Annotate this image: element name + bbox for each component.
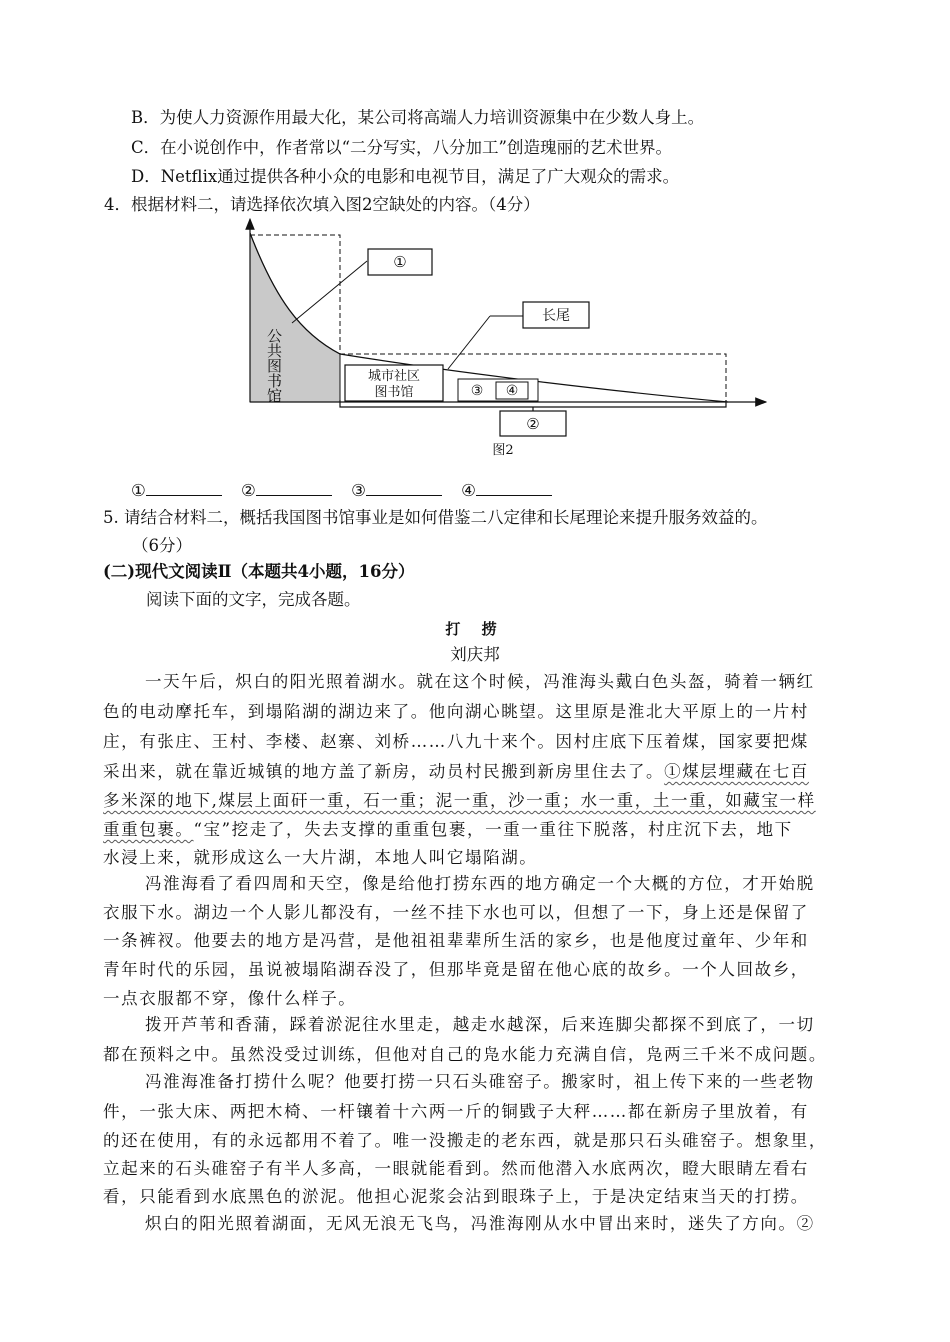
figure-2-long-tail-diagram (230, 213, 770, 458)
p1-line-5-underlined: 多米深的地下,煤层上面矸一重，石一重；泥一重，沙一重；水一重，土一重，如藏宝一样 (103, 791, 816, 810)
p1-line-7: 水浸上来，就形成这么一大片湖，本地人叫它塌陷湖。 (103, 848, 538, 867)
blank-3-input[interactable] (366, 479, 442, 496)
p1-line-4-a: 采出来，就在靠近城镇的地方盖了新房，动员村民搬到新房里住去了。 (103, 762, 665, 781)
public-library-label: 公共图书馆 (265, 328, 283, 403)
p1-line-3: 庄，有张庄、王村、李楼、赵寨、刘桥……八九十来个。因村庄底下压着煤，国家要把煤 (103, 732, 809, 751)
blank-2-label: ② (241, 481, 256, 500)
p3-line-2: 都在预料之中。虽然没受过训练，但他对自己的凫水能力充满自信，凫两三千米不成问题。 (103, 1045, 827, 1064)
p4-line-4: 立起来的石头碓窑子有半人多高，一眼就能看到。然而他潜入水底两次，瞪大眼睛左看右 (103, 1159, 809, 1178)
pointer-line-1 (292, 261, 367, 323)
option-d: D．Netflix通过提供各种小众的电影和电视节目，满足了广大观众的需求。 (131, 167, 680, 186)
long-tail-label: 长尾 (542, 308, 570, 324)
p4-line-2: 件，一张大床、两把木椅、一杆镶着十六两一斤的铜戥子大秤……都在新房子里放着，有 (103, 1102, 809, 1121)
article-author: 刘庆邦 (450, 645, 500, 664)
blank-1-input[interactable] (146, 479, 222, 496)
p1-line-6 (103, 820, 793, 840)
box-2-label: ② (526, 415, 540, 433)
p2-line-2: 衣服下水。湖边一个人影儿都没有，一丝不挂下水也可以，但想了一下，身上还是保留了 (103, 903, 809, 922)
section-title: (二)现代文阅读Ⅱ（本题共4小题，16分） (103, 562, 415, 581)
figure-caption: 图2 (492, 443, 514, 458)
p2-line-1: 冯淮海看了看四周和天空，像是给他打捞东西的地方确定一个大概的方位，才开始脱 (145, 874, 815, 893)
blank-4-label: ④ (461, 481, 476, 500)
box-3-label: ③ (470, 383, 484, 399)
pointer-line-long-tail (448, 316, 490, 369)
p2-line-5: 一点衣服都不穿，像什么样子。 (103, 989, 357, 1008)
blank-1-label: ① (131, 481, 146, 500)
question-5-line-1: 5. 请结合材料二，概括我国图书馆事业是如何借鉴二八定律和长尾理论来提升服务效益的。 (103, 508, 768, 527)
blank-2-input[interactable] (256, 479, 332, 496)
p4-line-1: 冯淮海准备打捞什么呢？他要打捞一只石头碓窑子。搬家时，祖上传下来的一些老物 (145, 1072, 815, 1091)
p1-line-4-underlined: ①煤层埋藏在七百 (664, 762, 809, 781)
p2-line-4: 青年时代的乐园，虽说被塌陷湖吞没了，但那毕竟是留在他心底的故乡。一个人回故乡， (103, 960, 809, 979)
p4-line-5: 看，只能看到水底黑色的淤泥。他担心泥浆会沾到眼珠子上，于是决定结束当天的打捞。 (103, 1187, 809, 1206)
q4-answer-blanks (131, 479, 566, 501)
p5-line-1: 炽白的阳光照着湖面，无风无浪无飞鸟，冯淮海刚从水中冒出来时，迷失了方向。② (145, 1214, 815, 1233)
option-c: C．在小说创作中，作者常以“二分写实，八分加工”创造瑰丽的艺术世界。 (131, 138, 672, 157)
article-title: 打 捞 (445, 620, 505, 638)
community-library-label-2: 图书馆 (374, 385, 414, 400)
p1-line-6-b: “宝”挖走了，失去支撑的重重包裹，一重一重往下脱落，村庄沉下去，地下 (193, 820, 793, 839)
p1-line-1: 一天午后，炽白的阳光照着湖水。就在这个时候，冯淮海头戴白色头盔，骑着一辆红 (145, 672, 815, 691)
question-4: 4．根据材料二，请选择依次填入图2空缺处的内容。（4分） (104, 195, 540, 214)
section-instruction: 阅读下面的文字，完成各题。 (146, 590, 361, 609)
box-1-label: ① (393, 253, 407, 271)
p4-line-3: 的还在使用，有的永远都用不着了。唯一没搬走的老东西，就是那只石头碓窑子。想象里， (103, 1131, 827, 1150)
p1-line-6-underlined: 重重包裹。 (103, 820, 194, 839)
p1-line-4 (103, 762, 809, 782)
p3-line-1: 拨开芦苇和香蒲，踩着淤泥往水里走，越走水越深，后来连脚尖都探不到底了，一切 (145, 1015, 815, 1034)
p2-line-3: 一条裤衩。他要去的地方是冯营，是他祖祖辈辈所生活的家乡，也是他度过童年、少年和 (103, 931, 809, 950)
question-5-line-2: （6分） (132, 536, 192, 555)
option-b: B．为使人力资源作用最大化，某公司将高端人力培训资源集中在少数人身上。 (131, 108, 705, 127)
p1-line-2: 色的电动摩托车，到塌陷湖的湖边来了。他向湖心眺望。这里原是淮北大平原上的一片村 (103, 702, 809, 721)
box-4-label: ④ (505, 383, 519, 399)
blank-3-label: ③ (351, 481, 366, 500)
community-library-label-1: 城市社区 (367, 369, 421, 384)
blank-4-input[interactable] (476, 479, 552, 496)
